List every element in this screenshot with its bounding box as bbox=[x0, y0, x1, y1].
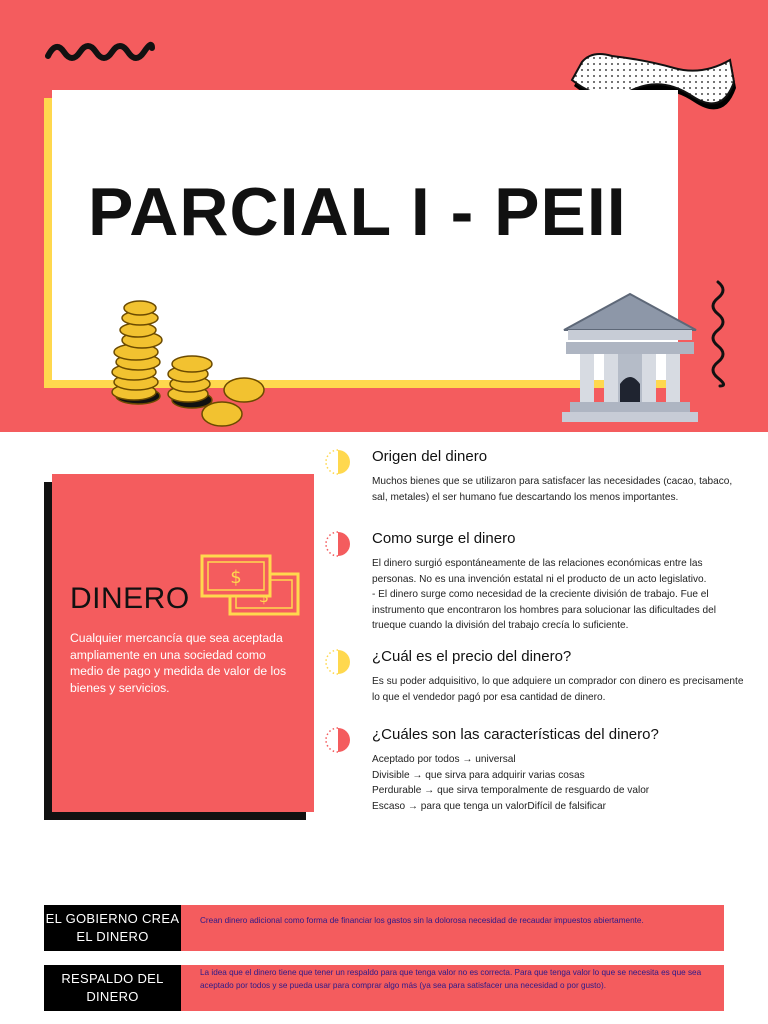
section-list-item: Escaso → para que tenga un valorDifícil de falsificar bbox=[372, 800, 606, 812]
bar-background bbox=[181, 905, 724, 951]
section-heading: ¿Cuáles son las características del dinero? bbox=[372, 726, 659, 743]
section-paragraph: Es su poder adquisitivo, lo que adquiere un comprador con dinero es precisamente lo que el vendedor pagó por esa cantidad de dinero. bbox=[372, 676, 744, 703]
section-list-item: Aceptado por todos → universal bbox=[372, 754, 516, 765]
page-title: PARCIAL I - PEII bbox=[88, 174, 627, 250]
section-body bbox=[372, 556, 744, 634]
section-paragraph: Muchos bienes que se utilizaron para satisfacer las necesidades (cacao, tabaco, sal, metales) el ser humano fue descartando los menos importantes. bbox=[372, 476, 733, 503]
section-heading: ¿Cuál es el precio del dinero? bbox=[372, 648, 572, 665]
bar-label: EL GOBIERNO CREA EL DINERO bbox=[44, 905, 181, 951]
section-list-item: Perdurable → que sirva temporalmente de resguardo de valor bbox=[372, 785, 650, 796]
section-body bbox=[372, 674, 744, 705]
half-circle-icon bbox=[320, 648, 352, 676]
svg-text:$: $ bbox=[230, 567, 242, 588]
bar-text: Crean dinero adicional como forma de financiar los gastos sin la dolorosa necesidad de recaudar impuestos abiertamente. bbox=[200, 916, 644, 925]
section-body bbox=[372, 752, 744, 814]
half-circle-icon bbox=[320, 530, 352, 558]
half-circle-icon bbox=[320, 726, 352, 754]
header-band bbox=[0, 0, 768, 432]
zigzag-decoration-icon bbox=[44, 38, 156, 64]
bank-building-icon bbox=[560, 290, 700, 426]
section-body bbox=[372, 474, 744, 505]
money-bills-icon bbox=[198, 552, 304, 620]
card-description: Cualquier mercancía que sea aceptada ampliamente en una sociedad como medio de pago y medida de valor de los bienes y servicios. bbox=[70, 631, 287, 695]
section-paragraph: - El dinero surge como necesidad de la creciente división de trabajo. Fue el instrumento que encontraron los hombres para solucionar las dificultades del trueque cuando la división del trabajo crecía lo suficiente. bbox=[372, 589, 716, 631]
section-paragraph: El dinero surgió espontáneamente de las relaciones económicas entre las personas. No es una invención estatal ni el producto de un acto legislativo. bbox=[372, 558, 707, 585]
squiggle-decoration-icon bbox=[706, 278, 732, 390]
bar-respaldo bbox=[44, 965, 724, 1011]
bar-gobierno bbox=[44, 905, 724, 951]
section-list-item: Divisible → que sirva para adquirir varias cosas bbox=[372, 769, 585, 781]
bar-text: La idea que el dinero tiene que tener un respaldo para que tenga valor no es correcta. Para que tenga valor lo que se necesita es que sea aceptado por todos y se pueda usar para comprar algo más (ya sea para satisfacer una necesidad o por gusto). bbox=[200, 968, 702, 990]
section-heading: Como surge el dinero bbox=[372, 530, 516, 547]
section-heading: Origen del dinero bbox=[372, 448, 488, 465]
half-circle-icon bbox=[320, 448, 352, 476]
bar-label: RESPALDO DEL DINERO bbox=[44, 965, 181, 1011]
coin-stacks-icon bbox=[100, 292, 270, 432]
card-title: DINERO bbox=[70, 582, 190, 615]
